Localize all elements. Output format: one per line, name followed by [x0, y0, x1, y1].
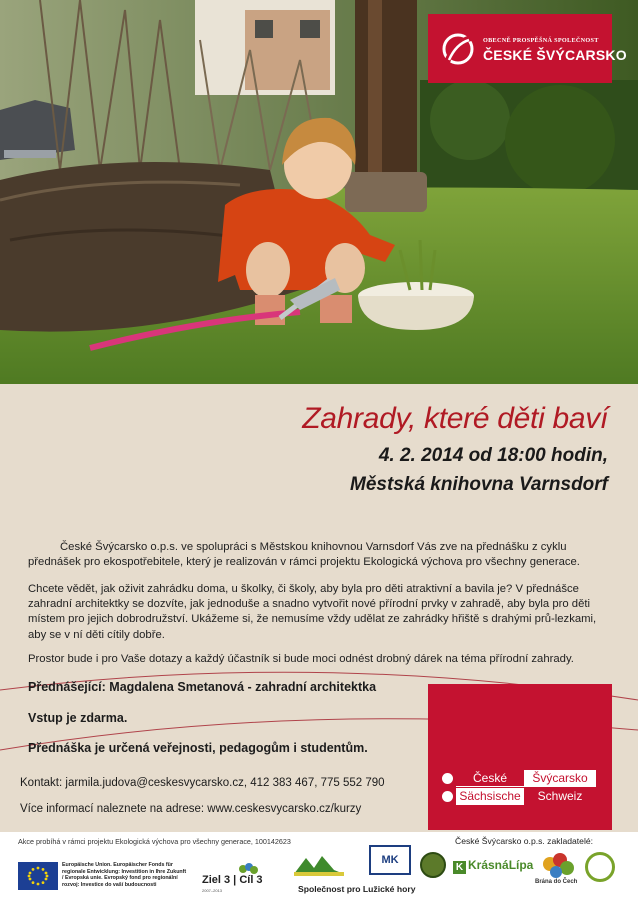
contact-line: Kontakt: jarmila.judova@ceskesvycarsko.cz, 412 383 467, 775 552 790 [20, 777, 385, 789]
intro-paragraph: České Švýcarsko o.p.s. ve spolupráci s Městskou knihovnou Varnsdorf Vás zve na přednášku z cyklu přednášek pro ekospotřebitele, který je realizován v rámci projektu Ekologická výchova pro všechny generace. [28, 541, 580, 569]
mk-logo [369, 845, 411, 875]
logo-text-svycarsko: Švýcarsko [524, 770, 596, 787]
spolecnost-label: Společnost pro Lužické hory [298, 884, 416, 894]
municipal-crest-icon [420, 852, 446, 878]
description-paragraph: Chcete vědět, jak oživit zahrádku doma, u školky, či školy, aby byla pro děti atraktivní a bavila je? V přednášce zahradní architektky se dozvíte, jak jednoduše a snadno vytvořit nové přírodní prvky v zahradě, aby byla pro děti místem pro jejich dobrodružství. Ukážeme si, že nemusíme vždy udělat ze zahrádky hřiště s drahými prů-lezkami, aby se v ní děti cítily dobře. [28, 583, 597, 641]
logo-dot-icon [442, 791, 453, 802]
cs-sachsische-schweiz-logo [442, 770, 602, 806]
red-panel [428, 684, 612, 830]
logo-text-schweiz: Schweiz [537, 789, 583, 803]
mk-logo-text: MK [381, 854, 399, 866]
event-title: Zahrady, které děti baví [302, 402, 608, 435]
ziel3-years: 2007–2013 [202, 888, 223, 893]
logo-text-sachsische: Sächsische [456, 788, 524, 805]
logo-text-ceske: České [456, 770, 524, 787]
event-datetime: 4. 2. 2014 od 18:00 hodin, [378, 445, 608, 466]
org-logo-subtitle: OBECNĚ PROSPĚŠNÁ SPOLEČNOST [483, 37, 599, 44]
ziel3-text: Ziel 3 | Cíl 3 [202, 874, 263, 886]
luzicke-hory-logo-icon [292, 852, 346, 878]
more-info-line: Více informací naleznete na adrese: www.ceskesvycarsko.cz/kurzy [20, 803, 362, 815]
garden-photo [0, 0, 638, 384]
founders-label: České Švýcarsko o.p.s. zakladatelé: [455, 836, 594, 846]
eu-flag-icon [18, 862, 58, 890]
entry-line: Vstup je zdarma. [28, 711, 128, 725]
audience-line: Přednáška je určená veřejnosti, pedagogům i studentům. [28, 741, 368, 755]
logo-dot-icon [442, 773, 453, 784]
krasna-lipa-text: KrásnáLípa [468, 858, 534, 872]
org-logo-name: ČESKÉ ŠVÝCARSKO [483, 47, 627, 63]
org-logo [428, 14, 627, 83]
org-logo-mark-icon [441, 32, 475, 66]
krasna-lipa-logo [453, 858, 533, 874]
lecturer-line: Přednášející: Magdalena Smetanová - zahradní architektka [28, 680, 377, 694]
project-note: Akce probíhá v rámci projektu Ekologická výchova pro všechny generace, 100142623 [18, 837, 291, 846]
krasna-lipa-mark-icon: K [453, 861, 466, 874]
brana-do-cech-text: Brána do Čech [535, 879, 578, 885]
eu-funding-text: Europäische Union. Europäischer Fonds für regionale Entwicklung: Investition in Ihre Zukunft / Evropská unie. Evropský fond pro regionální rozvoj: Investice do vaší budoucnosti [62, 862, 187, 888]
footer [0, 832, 638, 906]
ziel3-logo [202, 862, 266, 896]
event-venue: Městská knihovna Varnsdorf [350, 474, 608, 495]
gift-paragraph: Prostor bude i pro Vaše dotazy a každý účastník si bude moci odnést drobný dárek na téma přírodní zahrady. [28, 653, 574, 665]
partner-crest-icon [585, 852, 615, 882]
